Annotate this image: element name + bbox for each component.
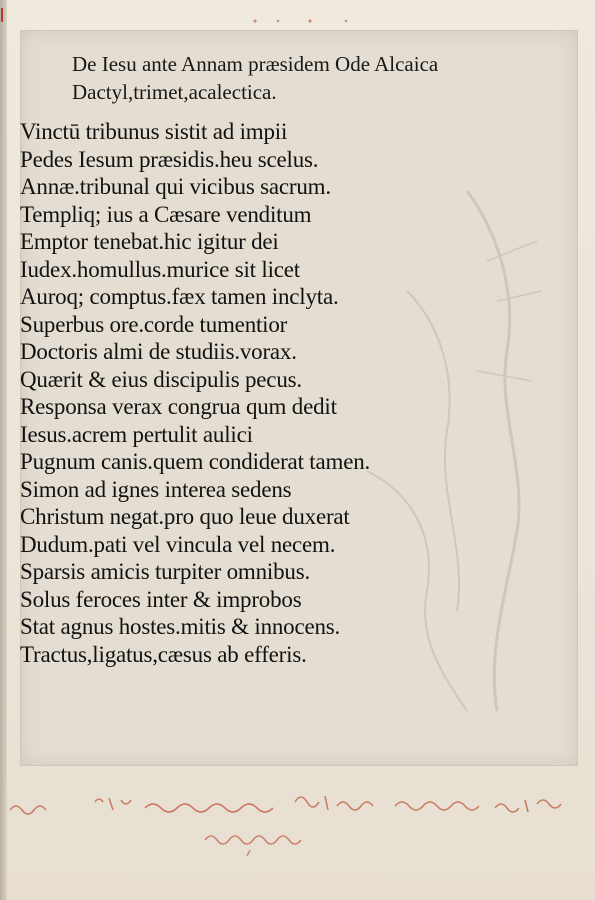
ode-heading xyxy=(72,50,552,106)
verse-line: Tractus,ligatus,cæsus ab efferis. xyxy=(20,641,307,667)
verse-line: Christum negat.pro quo leue duxerat xyxy=(20,504,350,529)
verse-line: Quærit & eius discipulis pecus. xyxy=(20,366,302,392)
verse-line: Iesus.acrem pertulit aulici xyxy=(20,421,253,447)
verse-line: Emptor tenebat.hic igitur dei xyxy=(20,229,279,254)
ode-title: De Iesu ante Annam præsidem Ode Alcaica xyxy=(72,52,439,76)
handwritten-annotation xyxy=(5,788,585,858)
verse-line: Simon ad ignes interea sedens xyxy=(20,476,292,502)
red-ink-scribble xyxy=(5,788,585,858)
verse-line: Superbus ore.corde tumentior xyxy=(20,311,288,337)
verse-line: Annæ.tribunal qui vicibus sacrum. xyxy=(20,174,331,199)
verse-line: Vinctū tribunus sistit ad impii xyxy=(20,119,288,144)
verse-line: Solus feroces inter & improbos xyxy=(20,586,302,612)
verse-line: Pugnum canis.quem condiderat tamen. xyxy=(20,449,371,474)
verse-line: Stat agnus hostes.mitis & innocens. xyxy=(20,614,341,639)
red-ink-dots xyxy=(250,18,360,24)
verse-line: Pedes Iesum præsidis.heu scelus. xyxy=(20,146,319,172)
verse-line: Dudum.pati vel vincula vel necem. xyxy=(20,531,336,557)
page-binding-edge xyxy=(0,0,7,900)
verse-line: Iudex.homullus.murice sit licet xyxy=(20,256,300,282)
verse-line: Responsa verax congrua qum dedit xyxy=(20,394,337,419)
red-margin-mark xyxy=(1,8,3,22)
verse-line: Templiq; ius a Cæsare venditum xyxy=(20,201,312,227)
verse-list xyxy=(20,118,560,668)
ode-meter: Dactyl,trimet,acalectica. xyxy=(72,80,277,104)
verse-line: Sparsis amicis turpiter omnibus. xyxy=(20,559,311,584)
verse-line: Doctoris almi de studiis.vorax. xyxy=(20,339,297,364)
verse-line: Auroq; comptus.fæx tamen inclyta. xyxy=(20,284,339,309)
